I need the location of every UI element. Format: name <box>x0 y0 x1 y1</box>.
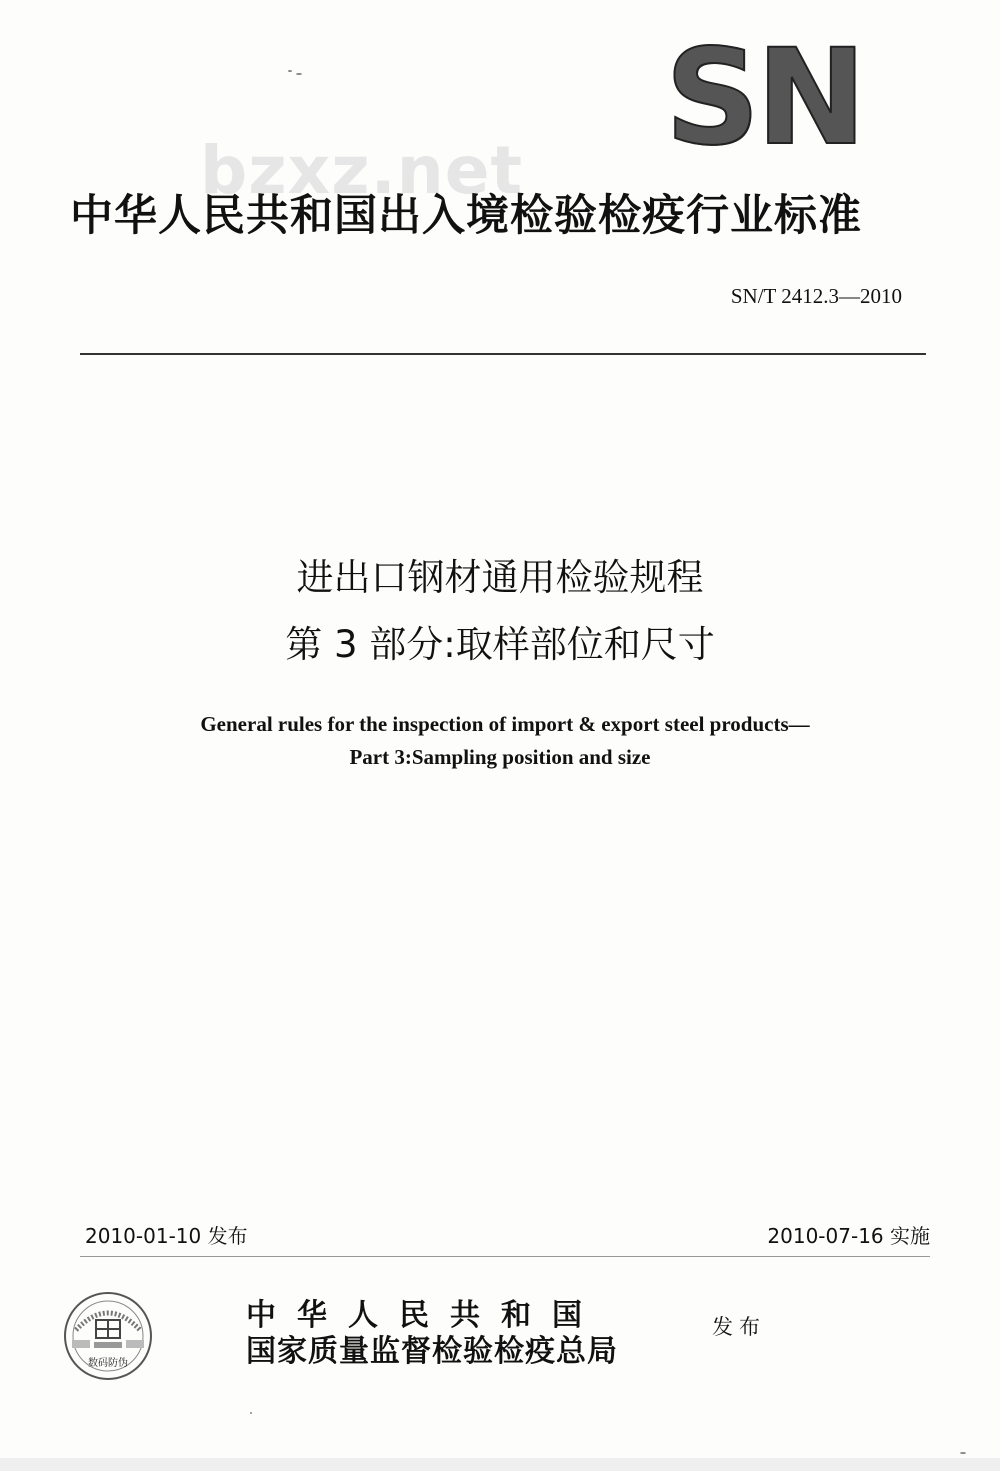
standard-number: SN/T 2412.3—2010 <box>730 284 902 308</box>
seal-caption: 数码防伪 <box>88 1358 128 1369</box>
scan-speck <box>250 1412 252 1414</box>
english-title-line-1: General rules for the inspection of import & export steel products— <box>200 712 810 736</box>
chinese-title-line-2: 第 3 部分:取样部位和尺寸 <box>285 623 715 666</box>
chinese-title-line-1: 进出口钢材通用检验规程 <box>296 556 704 599</box>
sn-logo: SN <box>665 21 863 175</box>
footer-divider <box>80 1256 930 1257</box>
issuing-authority-line-2: 国家质量监督检验检疫总局 <box>246 1334 618 1369</box>
watermark: bzxz.net <box>200 132 524 209</box>
english-title-line-2: Part 3:Sampling position and size <box>349 745 651 769</box>
scan-speck <box>960 1452 966 1454</box>
scan-speck <box>296 73 302 75</box>
publish-label: 发布 <box>712 1315 766 1339</box>
implementation-date: 2010-07-16 实施 <box>767 1224 930 1248</box>
issue-date: 2010-01-10 发布 <box>85 1224 248 1248</box>
industry-standard-title: 中华人民共和国出入境检验检疫行业标准 <box>70 191 862 241</box>
header-divider <box>80 353 926 355</box>
anti-counterfeit-seal-icon <box>62 1290 154 1382</box>
issuing-authority-line-1: 中华人民共和国 <box>246 1298 603 1333</box>
footer-strip <box>0 1458 1000 1471</box>
scan-speck <box>288 70 292 72</box>
